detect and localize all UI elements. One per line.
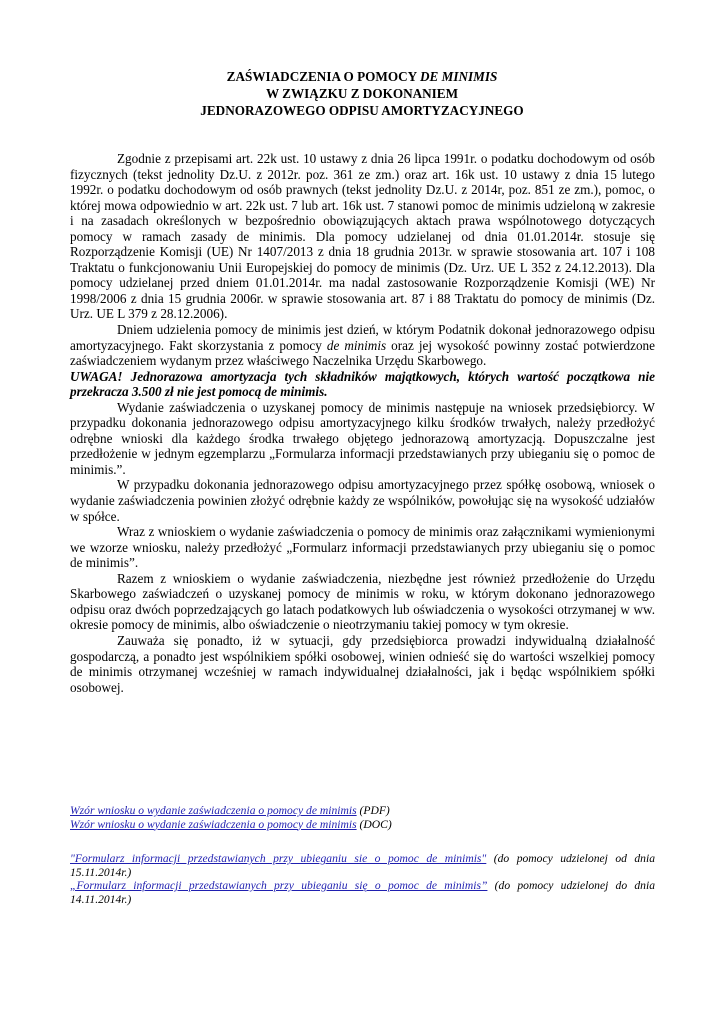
- warning-note: UWAGA! Jednorazowa amortyzacja tych składników majątkowych, których wartość początkowa nie przekracza 3.500 zł nie jest pomocą de minimis.: [70, 368, 655, 400]
- link-row-doc: [70, 818, 655, 832]
- doc-format-note: (DOC): [356, 817, 392, 831]
- document-body: [70, 151, 655, 695]
- download-links: [70, 804, 655, 906]
- form-new-date-note: (do pomocy udzielonej od dnia 15.11.2014r.): [70, 852, 655, 879]
- paragraph-partnership: W przypadku dokonania jednorazowego odpisu amortyzacyjnego przez spółkę osobową, wniosek o wydanie zaświadczenia powinien złożyć odrębnie każdy ze wspólników, powołując się na wysokość udziałów w spółce.: [70, 477, 655, 524]
- paragraph-certificates: Razem z wnioskiem o wydanie zaświadczenia, niezbędne jest również przedłożenie do Urzędu Skarbowego zaświadczeń o uzyskanej pomocy de minimis w roku, w którym dokonano jednorazowego odpisu oraz dwóch poprzedzających go latach podatkowych lub oświadczenia o wysokości otrzymanej w ww. okresie pomocy de minimis, albo oświadczenie o nieotrzymaniu takiej pomocy w tym okresie.: [70, 570, 655, 633]
- paragraph-individual-activity: Zauważa się ponadto, iż w sytuacji, gdy przedsiębiorca prowadzi indywidualną działalność gospodarczą, a ponadto jest wspólnikiem spółki osobowej, winien odnieść się do wartości wszelkiej pomocy de minimis otrzymanej wcześniej w ramach indywidualnej działalności, jak i będąc wspólnikiem spółki osobowej.: [70, 632, 655, 695]
- document-title: [0, 68, 724, 119]
- paragraph-attachments: Wraz z wnioskiem o wydanie zaświadczenia o pomocy de minimis oraz załącznikami wymienionymi we wzorze wniosku, należy przedłożyć „Formularz informacji przedstawianych przy ubieganiu się o pomoc de minimis”.: [70, 524, 655, 571]
- information-form-new-link[interactable]: "Formularz informacji przedstawianych przy ubieganiu sie o pomoc de minimis": [70, 852, 487, 865]
- pdf-format-note: (PDF): [356, 804, 390, 817]
- title-line-2: W ZWIĄZKU Z DOKONANIEM: [265, 86, 459, 101]
- information-form-old-link[interactable]: „Formularz informacji przedstawianych przy ubieganiu się o pomoc de minimis”: [70, 879, 488, 892]
- application-form-doc-link[interactable]: Wzór wniosku o wydanie zaświadczenia o pomocy de minimis: [70, 817, 357, 831]
- paragraph-date-of-aid: Dniem udzielenia pomocy de minimis jest dzień, w którym Podatnik dokonał jednorazowego odpisu amortyzacyjnego. Fakt skorzystania z pomocy de minimis oraz jej wysokość powinny zostać potwierdzone zaświadczeniem wydanym przez właściwego Naczelnika Urzędu Skarbowego.: [70, 322, 655, 369]
- form-old-date-note: (do pomocy udzielonej do dnia 14.11.2014r.): [70, 879, 655, 906]
- title-italic-de-minimis: DE MINIMIS: [419, 69, 498, 84]
- spacer: [70, 831, 655, 852]
- title-line-3: JEDNORAZOWEGO ODPISU AMORTYZACYJNEGO: [200, 103, 524, 118]
- title-line-1: ZAŚWIADCZENIA O POMOCY DE MINIMIS: [226, 69, 498, 84]
- link-row-pdf: [70, 804, 655, 818]
- application-form-pdf-link[interactable]: Wzór wniosku o wydanie zaświadczenia o pomocy de minimis: [70, 804, 357, 817]
- link-row-form-new: [70, 852, 655, 879]
- link-row-form-old: [70, 879, 655, 906]
- paragraph-application: Wydanie zaświadczenia o uzyskanej pomocy de minimis następuje na wniosek przedsiębiorcy. W przypadku dokonania jednorazowego odpisu amortyzacyjnego kilku środków trwałych, należy przedłożyć odrębne wnioski dla każdego środka trwałego objętego jednorazową amortyzacją. Dopuszczalne jest przedłożenie w jednym egzemplarzu „Formularza informacji przedstawianych przy ubieganiu się o pomoc de minimis.”.: [70, 399, 655, 477]
- paragraph-legal-basis: Zgodnie z przepisami art. 22k ust. 10 ustawy z dnia 26 lipca 1991r. o podatku dochodowym od osób fizycznych (tekst jednolity Dz.U. z 2012r. poz. 361 ze zm.) oraz art. 16k ust. 10 ustawy z dnia 15 lutego 1992r. o podatku dochodowym od osób prawnych (tekst jednolity Dz.U. z 2014r, poz. 851 ze zm.), pomoc, o której mowa odpowiednio w art. 22k ust. 7 lub art. 16k ust. 7 stanowi pomoc de minimis udzieloną w zakresie i na zasadach określonych w bezpośrednio obowiązujących aktach prawa wspólnotowego dotyczących pomocy w ramach zasady de minimis. Dla pomocy udzielanej od dnia 01.01.2014r. stosuje się Rozporządzenie Komisji (UE) Nr 1407/2013 z dnia 18 grudnia 2013r. w sprawie stosowania art. 107 i 108 Traktatu o funkcjonowaniu Unii Europejskiej do pomocy de minimis (Dz. Urz. UE L 352 z 24.12.2013). Dla pomocy udzielanej przed dniem 01.01.2014r. ma nadal zastosowanie Rozporządzenie Komisji (WE) Nr 1998/2006 z dnia 15 grudnia 2006r. w sprawie stosowania art. 87 i 88 Traktatu do pomocy de minimis (Dz. Urz. UE L 379 z 28.12.2006).: [70, 151, 655, 322]
